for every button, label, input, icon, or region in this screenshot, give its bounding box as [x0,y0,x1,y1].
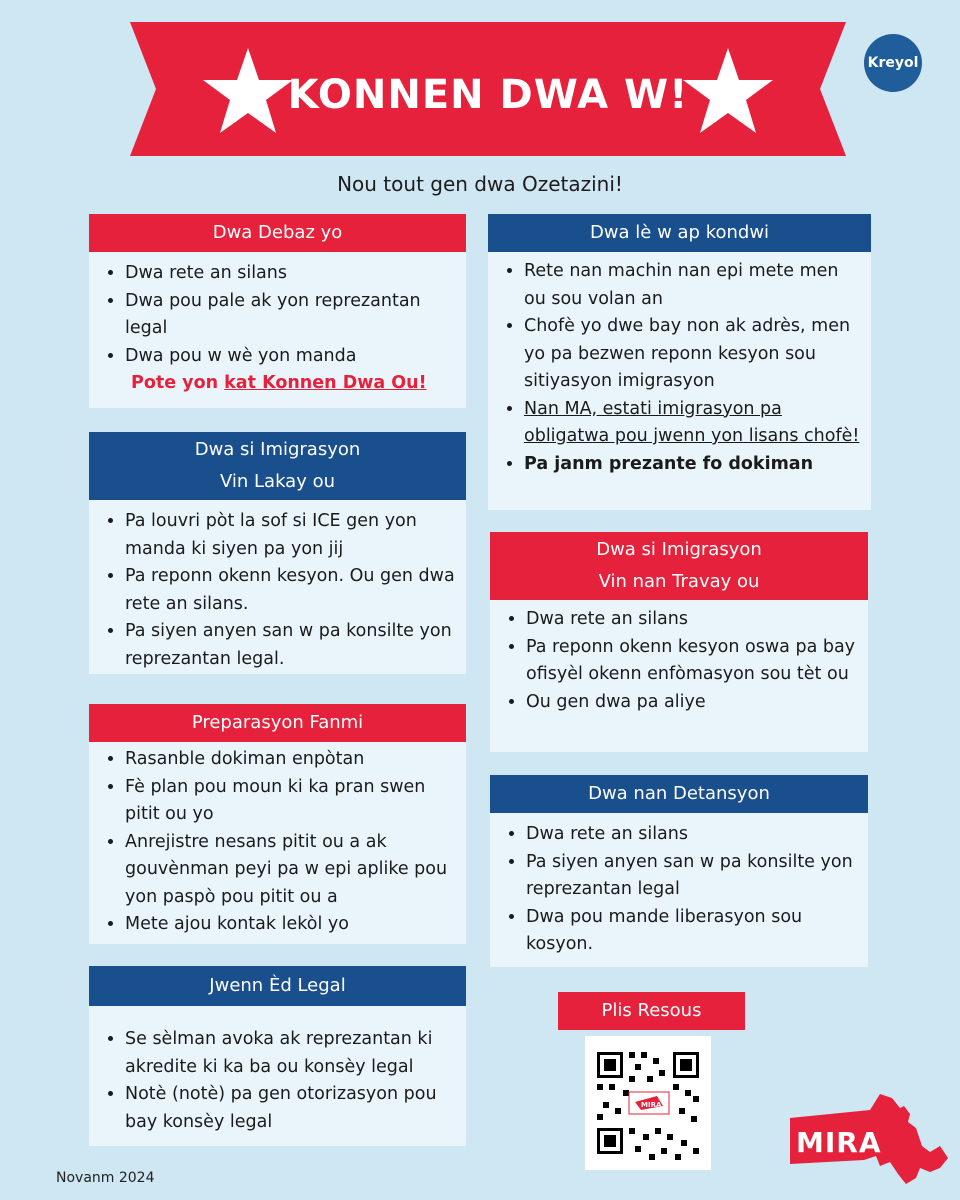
immigration-work-list [490,600,868,724]
card-title-line: Dwa si Imigrasyon [194,439,361,460]
card-driving-rights [488,214,871,510]
card-title-line: Dwa si Imigrasyon [596,539,762,560]
language-badge[interactable]: Kreyol [864,34,922,92]
list-item: • Mete ajou kontak lekòl yo [125,911,456,939]
list-item: • Pa siyen anyen san w pa konsilte yon reprezantan legal [526,849,858,904]
ma-license-note: • Nan MA, estati imigrasyon pa obligatwa pou jwenn yon lisans chofè! [524,396,861,451]
kyr-card-note-text: Pote yon [131,373,225,393]
kyr-card-note [131,370,456,398]
false-documents-warning: • Pa janm prezante fo dokiman [524,451,861,479]
card-title-line: Vin nan Travay ou [598,571,760,592]
qr-code[interactable] [585,1036,711,1170]
card-basic-rights [89,214,466,408]
card-immigration-work [490,532,868,752]
card-immigration-home-title [89,432,466,500]
qr-code-icon [585,1036,711,1170]
list-item: • Rete nan machin nan epi mete men ou sou volan an [524,258,861,313]
list-item: • Pa reponn okenn kesyon oswa pa bay ofisyèl okenn enfòmasyon sou tèt ou [526,634,858,689]
title-banner [130,22,846,156]
list-item: • Dwa pou w wè yon manda [125,343,456,371]
family-prep-list [89,742,466,947]
card-basic-rights-title: Dwa Debaz yo [89,214,466,252]
card-immigration-home [89,432,466,674]
qr-logo-text: MIRA [641,1101,662,1109]
list-item: • Dwa pou pale ak yon reprezantan legal [125,288,456,343]
kyr-card-link[interactable]: kat Konnen Dwa Ou! [224,373,427,393]
card-resources-title [558,992,745,1030]
card-detention-title: Dwa nan Detansyon [490,775,868,813]
card-detention [490,775,868,967]
card-driving-rights-title: Dwa lè w ap kondwi [488,214,871,252]
card-title-line: Vin Lakay ou [219,471,336,492]
card-legal-help-title: Jwenn Èd Legal [89,966,466,1006]
card-immigration-work-title [490,532,868,600]
list-item: • Pa reponn okenn kesyon. Ou gen dwa rete an silans. [125,563,456,618]
detention-list [490,813,868,967]
legal-help-list [89,1006,466,1144]
list-item: • Pa louvri pòt la sof si ICE gen yon manda ki siyen pa yon jij [125,508,456,563]
list-item: • Dwa rete an silans [526,821,858,849]
basic-rights-list [89,252,466,406]
mira-logo [780,1088,950,1196]
list-item: • Ou gen dwa pa aliye [526,689,858,717]
list-item: • Dwa rete an silans [125,260,456,288]
driving-rights-list [488,252,871,486]
publication-date: Novanm 2024 [56,1170,155,1186]
card-family-prep [89,704,466,944]
list-item: • Dwa rete an silans [526,606,858,634]
list-item: • Pa siyen anyen san w pa konsilte yon reprezantan legal. [125,618,456,673]
list-item: • Fè plan pou moun ki ka pran swen pitit ou yo [125,774,456,829]
page-subtitle: Nou tout gen dwa Ozetazini! [337,172,623,196]
immigration-home-list [89,500,466,681]
page-title: KONNEN DWA W! [287,72,689,118]
list-item: • Anrejistre nesans pitit ou a ak gouvènman peyi pa w epi aplike pou yon paspò pou pitit ou a [125,829,456,912]
list-item: • Se sèlman avoka ak reprezantan ki akredite ki ka ba ou konsèy legal [125,1026,456,1081]
card-family-prep-title: Preparasyon Fanmi [89,704,466,742]
card-legal-help [89,966,466,1146]
list-item: • Chofè yo dwe bay non ak adrès, men yo pa bezwen reponn kesyon sou sitiyasyon imigrasyon [524,313,861,396]
resources-title: Plis Resous [601,1000,702,1021]
list-item: • Notè (notè) pa gen otorizasyon pou bay konsèy legal [125,1081,456,1136]
list-item: • Rasanble dokiman enpòtan [125,746,456,774]
mira-logo-text: MIRA [796,1126,882,1159]
list-item: • Dwa pou mande liberasyon sou kosyon. [526,904,858,959]
